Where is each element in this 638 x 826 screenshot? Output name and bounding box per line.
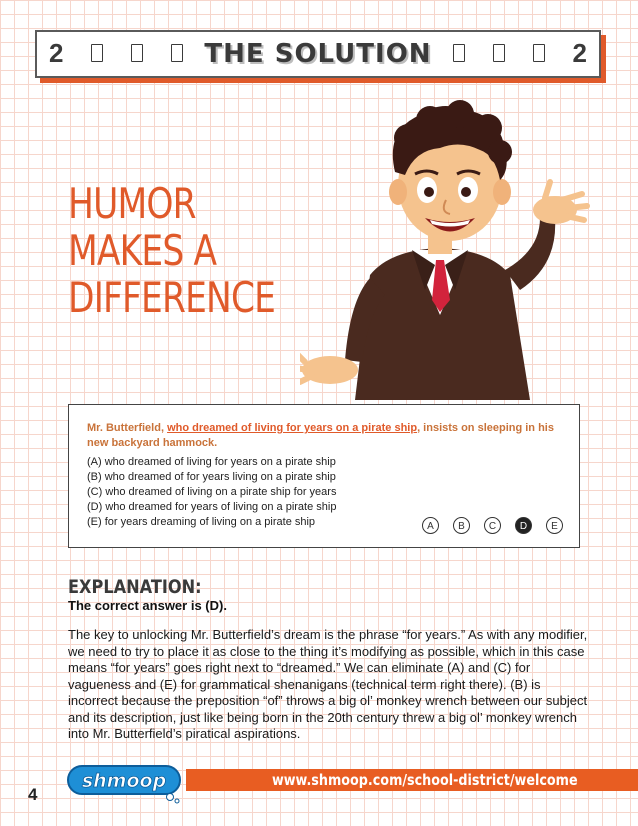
bubble-e[interactable]: E [546,517,563,534]
correct-answer: The correct answer is (D). [68,598,227,613]
question-stem [87,421,557,451]
footer-url[interactable]: www.shmoop.com/school-district/welcome [272,771,578,789]
banner-right-number: 2 [572,38,587,68]
option-c: (C) who dreamed of living on a pirate ship for years [87,486,337,498]
box-icon [493,44,505,62]
option-d: (D) who dreamed for years of living on a pirate ship [87,501,337,513]
bubble-a[interactable]: A [422,517,439,534]
explanation-body: The key to unlocking Mr. Butterfield’s dream is the phrase “for years.” As with any modifier, we need to try to place it as close to the thing it’s modifying as possible, which in this case means “for years” goes right next to “dreamed.” We can eliminate (A) and (C) for vagueness and (E) for grammatical shenanigans (technical term right there). (B) is incorrect because the preposition “of” throws a big ol’ monkey wrench between our subject and its description, just like being born in the 20th century threw a big ol’ monkey wrench into Mr. Butterfield’s piratical aspirations. [68,627,588,741]
option-b: (B) who dreamed of for years living on a pirate ship [87,471,336,483]
option-a: (A) who dreamed of living for years on a pirate ship [87,456,336,468]
bubble-c[interactable]: C [484,517,501,534]
page-number: 4 [28,785,38,804]
cartoon-character-illustration [300,100,590,400]
headline-line-3: DIFFERENCE [68,273,276,322]
footer-bar [186,769,638,791]
stem-underlined: who dreamed of living for years on a pirate ship [167,422,418,434]
option-e: (E) for years dreaming of living on a pirate ship [87,516,316,528]
bubble-d-selected[interactable]: D [515,517,532,534]
stem-prefix: Mr. Butterfield, [87,422,168,434]
section-banner [35,30,601,78]
shmoop-logo [66,762,186,804]
bubble-b[interactable]: B [453,517,470,534]
answer-bubbles [422,517,563,534]
headline-line-2: MAKES A [68,226,217,275]
box-icon [453,44,465,62]
headline-line-1: HUMOR [68,179,196,228]
answer-options [87,455,336,530]
logo-text: shmoop [81,770,167,792]
banner-left-number: 2 [49,38,64,68]
explanation-heading: EXPLANATION: [68,576,202,598]
question-box [68,404,580,548]
banner-title: THE SOLUTION [204,39,432,69]
stem-suffix: , insists on sleeping in his new backyard hammock. [87,422,554,449]
headline [68,180,275,321]
box-icon [533,44,545,62]
